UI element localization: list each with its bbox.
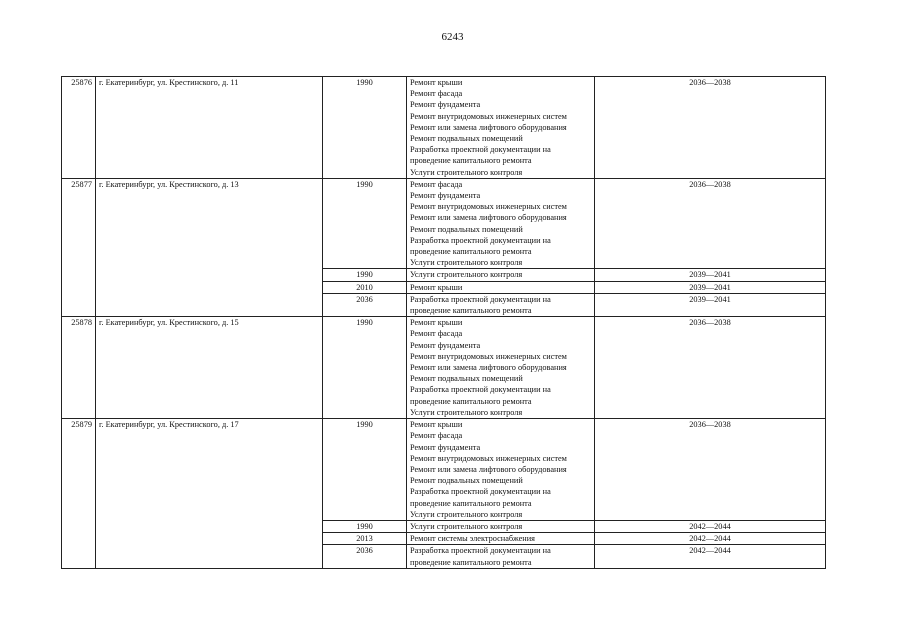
work-item: Услуги строительного контроля bbox=[410, 270, 523, 280]
period-cell: 2036—2038 bbox=[595, 419, 826, 521]
table-row bbox=[62, 317, 826, 419]
address-cell: г. Екатеринбург, ул. Крестинского, д. 17 bbox=[96, 419, 323, 569]
work-item: Ремонт или замена лифтового оборудования bbox=[410, 363, 567, 373]
year-cell: 2036 bbox=[323, 293, 407, 316]
work-item: Ремонт фундамента bbox=[410, 191, 481, 201]
work-item: проведение капитального ремонта bbox=[410, 396, 532, 406]
work-item: Услуги строительного контроля bbox=[410, 407, 523, 417]
work-item: Ремонт или замена лифтового оборудования bbox=[410, 464, 567, 474]
works-cell bbox=[407, 419, 595, 521]
period-cell: 2042—2044 bbox=[595, 545, 826, 568]
works-cell bbox=[407, 520, 595, 532]
work-item: проведение капитального ремонта bbox=[410, 306, 532, 316]
period-cell: 2036—2038 bbox=[595, 317, 826, 419]
address-cell: г. Екатеринбург, ул. Крестинского, д. 15 bbox=[96, 317, 323, 419]
work-item: Ремонт или замена лифтового оборудования bbox=[410, 213, 567, 223]
address-cell: г. Екатеринбург, ул. Крестинского, д. 11 bbox=[96, 77, 323, 179]
work-item: проведение капитального ремонта bbox=[410, 247, 532, 257]
address-cell: г. Екатеринбург, ул. Крестинского, д. 13 bbox=[96, 178, 323, 316]
work-item: Разработка проектной документации на bbox=[410, 385, 551, 395]
house-number-cell: 25877 bbox=[62, 178, 96, 316]
work-item: Ремонт фасада bbox=[410, 329, 463, 339]
work-item: Разработка проектной документации на bbox=[410, 294, 551, 304]
period-cell: 2042—2044 bbox=[595, 533, 826, 545]
table-row bbox=[62, 178, 826, 269]
work-item: Ремонт внутридомовых инженерных систем bbox=[410, 202, 567, 212]
year-cell: 2013 bbox=[323, 533, 407, 545]
table-row bbox=[62, 77, 826, 179]
work-item: Ремонт фасада bbox=[410, 431, 463, 441]
repair-schedule-table bbox=[61, 76, 826, 569]
works-cell bbox=[407, 178, 595, 269]
work-item: Разработка проектной документации на bbox=[410, 546, 551, 556]
work-item: Ремонт или замена лифтового оборудования bbox=[410, 122, 567, 132]
work-item: Ремонт крыши bbox=[410, 78, 463, 87]
year-cell: 1990 bbox=[323, 419, 407, 521]
works-cell bbox=[407, 545, 595, 568]
table-body bbox=[62, 77, 826, 569]
year-cell: 2010 bbox=[323, 281, 407, 293]
work-item: проведение капитального ремонта bbox=[410, 498, 532, 508]
year-cell: 2036 bbox=[323, 545, 407, 568]
work-item: Ремонт внутридомовых инженерных систем bbox=[410, 351, 567, 361]
work-item: Ремонт подвальных помещений bbox=[410, 476, 523, 486]
work-item: Ремонт внутридомовых инженерных систем bbox=[410, 111, 567, 121]
year-cell: 1990 bbox=[323, 317, 407, 419]
work-item: Ремонт фасада bbox=[410, 89, 463, 99]
period-cell: 2039—2041 bbox=[595, 281, 826, 293]
work-item: Разработка проектной документации на bbox=[410, 487, 551, 497]
page-number: 6243 bbox=[441, 31, 464, 43]
work-item: Ремонт фундамента bbox=[410, 340, 481, 350]
house-number-cell: 25878 bbox=[62, 317, 96, 419]
work-item: Ремонт системы электроснабжения bbox=[410, 534, 535, 544]
works-cell bbox=[407, 269, 595, 281]
works-cell bbox=[407, 281, 595, 293]
works-cell bbox=[407, 77, 595, 179]
year-cell: 1990 bbox=[323, 520, 407, 532]
period-cell: 2036—2038 bbox=[595, 77, 826, 179]
work-item: Услуги строительного контроля bbox=[410, 167, 523, 177]
period-cell: 2036—2038 bbox=[595, 178, 826, 269]
table-row bbox=[62, 419, 826, 521]
work-item: Ремонт внутридомовых инженерных систем bbox=[410, 453, 567, 463]
works-cell bbox=[407, 533, 595, 545]
work-item: Ремонт фундамента bbox=[410, 442, 481, 452]
work-item: проведение капитального ремонта bbox=[410, 557, 532, 567]
work-item: Разработка проектной документации на bbox=[410, 235, 551, 245]
period-cell: 2042—2044 bbox=[595, 520, 826, 532]
works-cell bbox=[407, 317, 595, 419]
works-cell bbox=[407, 293, 595, 316]
year-cell: 1990 bbox=[323, 178, 407, 269]
work-item: Ремонт подвальных помещений bbox=[410, 224, 523, 234]
work-item: Ремонт фундамента bbox=[410, 100, 481, 110]
work-item: Услуги строительного контроля bbox=[410, 521, 523, 531]
house-number-cell: 25876 bbox=[62, 77, 96, 179]
year-cell: 1990 bbox=[323, 269, 407, 281]
work-item: Ремонт крыши bbox=[410, 318, 463, 328]
work-item: Разработка проектной документации на bbox=[410, 145, 551, 155]
work-item: Услуги строительного контроля bbox=[410, 509, 523, 519]
house-number-cell: 25879 bbox=[62, 419, 96, 569]
work-item: Ремонт подвальных помещений bbox=[410, 134, 523, 144]
work-item: Ремонт подвальных помещений bbox=[410, 374, 523, 384]
work-item: Ремонт крыши bbox=[410, 420, 463, 430]
work-item: Ремонт крыши bbox=[410, 282, 463, 292]
period-cell: 2039—2041 bbox=[595, 293, 826, 316]
year-cell: 1990 bbox=[323, 77, 407, 179]
work-item: Услуги строительного контроля bbox=[410, 258, 523, 268]
work-item: проведение капитального ремонта bbox=[410, 156, 532, 166]
work-item: Ремонт фасада bbox=[410, 179, 463, 189]
period-cell: 2039—2041 bbox=[595, 269, 826, 281]
